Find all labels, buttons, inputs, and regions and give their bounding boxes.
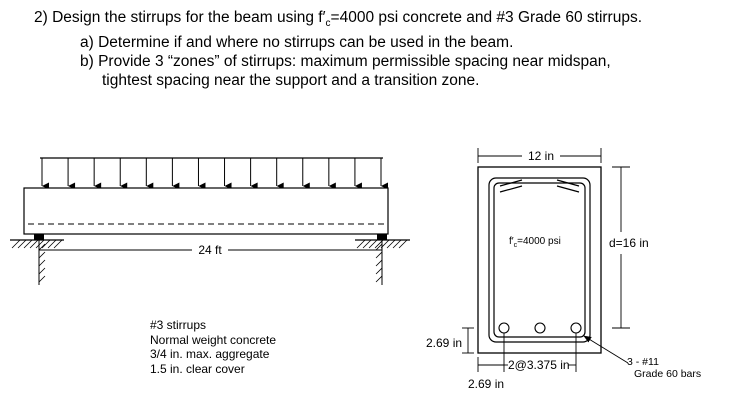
fc-label: $f'_c=4000$ psi: [509, 236, 561, 249]
depth-label: d=16 in: [609, 236, 649, 250]
note-aggregate: 3/4 in. max. aggregate: [150, 347, 270, 361]
span-dimension: [39, 243, 382, 257]
vertical-cover-dimension: [426, 328, 474, 353]
note-concrete: Normal weight concrete: [150, 332, 277, 347]
span-label: 24 ft: [198, 243, 222, 257]
beam-body: [24, 188, 388, 234]
note-cover: 1.5 in. clear cover: [150, 361, 245, 376]
depth-dimension: [609, 167, 649, 328]
problem-part-b-continued: tightest spacing near the support and a transition zone.: [102, 72, 480, 90]
bars-grade-label: Grade 60 bars: [634, 368, 702, 380]
design-notes: [150, 318, 276, 376]
bars-label: 3 - #11: [627, 356, 659, 368]
cross-section: [478, 167, 601, 353]
problem-title: 2) Design the stirrups for the beam using $f'_c=4000$ psi concrete and #3 Grade 60 stirrups.: [34, 9, 643, 30]
width-dimension: [478, 148, 601, 163]
load-arrows: [42, 158, 381, 186]
width-label: 12 in: [527, 149, 555, 163]
vertical-cover-label: 2.69 in: [426, 336, 463, 350]
bar-spacing-label: 2@3.375 in: [508, 358, 570, 372]
right-support: [355, 234, 410, 285]
note-stirrups: #3 stirrups: [150, 318, 207, 332]
left-support: [10, 234, 64, 285]
problem-part-a: a) Determine if and where no stirrups can be used in the beam.: [80, 34, 514, 52]
problem-part-b: b) Provide 3 “zones” of stirrups: maximum permissible spacing near midspan,: [80, 53, 611, 71]
horizontal-cover-label: 2.69 in: [468, 377, 505, 391]
